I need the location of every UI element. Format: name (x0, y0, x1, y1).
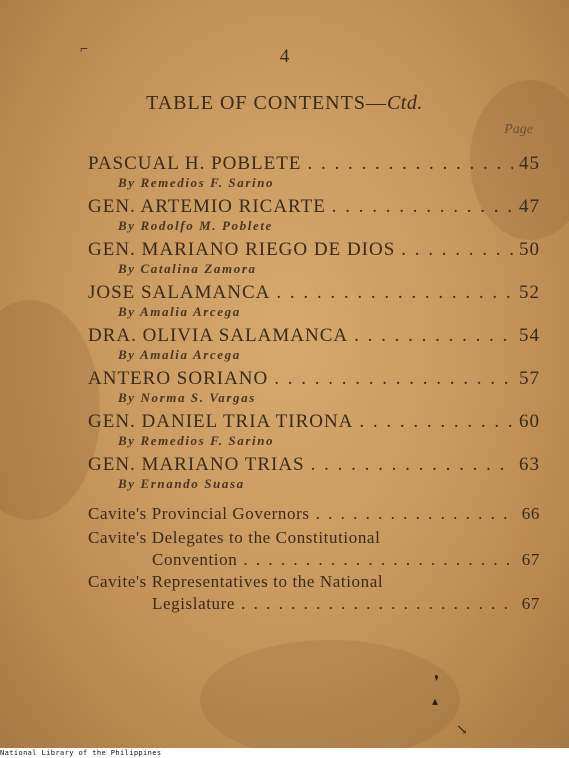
toc-entry (88, 282, 540, 319)
dot-leader (274, 368, 513, 390)
entry-author: By Amalia Arcega (118, 304, 241, 319)
entry-name-line2: Convention (152, 550, 238, 569)
entry-name: JOSE SALAMANCA (88, 282, 271, 303)
entry-page: 52 (519, 282, 540, 303)
toc-entry (88, 239, 540, 276)
entry-name: DRA. OLIVIA SALAMANCA (88, 325, 349, 346)
entry-name: Cavite's Provincial Governors (88, 504, 310, 523)
dot-leader (311, 454, 513, 476)
entry-name: ANTERO SORIANO (88, 368, 269, 389)
ink-mark: ❜ (434, 674, 440, 691)
toc-entry-representatives (88, 571, 540, 615)
entry-page: 54 (519, 325, 540, 346)
entry-author: By Rodolfo M. Poblete (118, 218, 273, 233)
entry-name: GEN. MARIANO RIEGO DE DIOS (88, 239, 396, 260)
entry-author: By Norma S. Vargas (118, 390, 256, 405)
entry-author: By Ernando Suasa (118, 476, 245, 491)
entry-name: GEN. ARTEMIO RICARTE (88, 196, 326, 217)
entry-page: 66 (521, 504, 540, 523)
entry-page: 45 (519, 153, 540, 174)
ink-mark: ↘ (456, 723, 468, 738)
entry-name-line1: Cavite's Delegates to the Constitutional (88, 528, 381, 547)
entry-page: 57 (519, 368, 540, 389)
ink-mark: ▴ (432, 694, 439, 708)
entry-page: 50 (519, 239, 540, 260)
toc-entry (88, 454, 540, 491)
toc-title-text: TABLE OF CONTENTS— (146, 92, 387, 114)
entry-name: GEN. MARIANO TRIAS (88, 454, 305, 475)
dot-leader (241, 593, 516, 615)
entry-page: 63 (519, 454, 540, 475)
dot-leader (354, 325, 513, 347)
entry-name-line1: Cavite's Representatives to the National (88, 572, 384, 591)
entry-page: 60 (519, 411, 540, 432)
dot-leader (359, 411, 513, 433)
toc-title (0, 92, 569, 115)
dot-leader (332, 196, 513, 218)
toc-entry (88, 153, 540, 190)
dot-leader (316, 503, 516, 525)
entry-name: PASCUAL H. POBLETE (88, 153, 302, 174)
toc-entry-delegates (88, 527, 540, 571)
entry-name-line2: Legislature (152, 594, 236, 613)
paper-stain (200, 640, 460, 748)
dot-leader (276, 282, 513, 304)
entry-page: 67 (521, 550, 540, 569)
toc-entry (88, 368, 540, 405)
entry-author: By Amalia Arcega (118, 347, 241, 362)
entry-name: GEN. DANIEL TRIA TIRONA (88, 411, 354, 432)
corner-mark: ⌐ (80, 42, 88, 57)
entry-page: 47 (519, 196, 540, 217)
entry-page: 67 (521, 594, 540, 613)
entry-author: By Remedios F. Sarino (118, 433, 275, 448)
toc-title-suffix: Ctd. (386, 92, 423, 114)
toc-entry-governors (88, 503, 540, 525)
library-footer: National Library of the Philippines (0, 749, 162, 757)
toc-entry (88, 325, 540, 362)
dot-leader (243, 549, 515, 571)
toc-entry (88, 411, 540, 448)
dot-leader (307, 153, 513, 175)
paper-stain (0, 300, 100, 520)
dot-leader (401, 239, 513, 261)
page-number: 4 (279, 46, 290, 67)
entry-author: By Remedios F. Sarino (118, 175, 275, 190)
page-column-heading: Page (504, 122, 533, 137)
toc-entry (88, 196, 540, 233)
entry-author: By Catalina Zamora (118, 261, 257, 276)
